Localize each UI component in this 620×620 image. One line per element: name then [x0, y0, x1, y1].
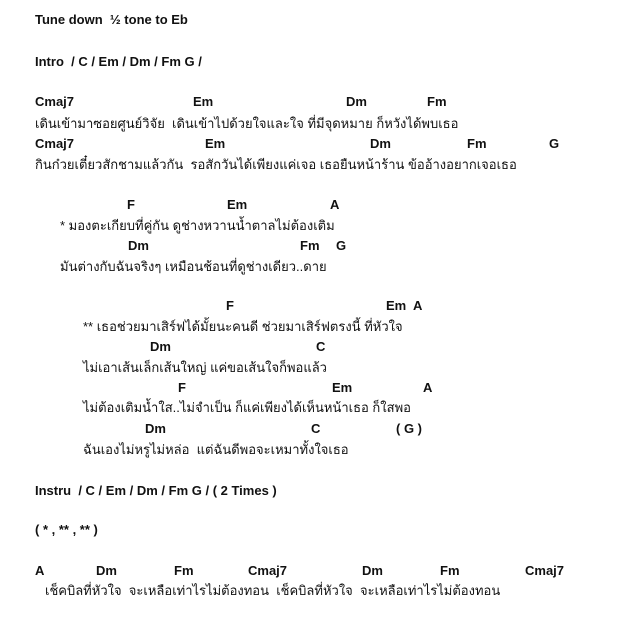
chord: Cmaj7 — [525, 563, 565, 578]
chord: Cmaj7 — [35, 94, 75, 109]
chord: G — [336, 238, 347, 253]
chord: A — [330, 197, 340, 212]
instru-line: Instru / C / Em / Dm / Fm G / ( 2 Times ) — [35, 483, 277, 498]
lyric-line: * มองตะเกียบที่คู่กัน ดูช่างหวานน้ำตาลไม่ต้องเติม — [60, 218, 335, 233]
chord: Dm — [370, 136, 391, 151]
intro-line: Intro / C / Em / Dm / Fm G / — [35, 54, 202, 69]
chord: Dm — [128, 238, 149, 253]
chord: C — [311, 421, 321, 436]
chord: A — [413, 298, 423, 313]
chord: G — [549, 136, 560, 151]
chord: ( G ) — [396, 421, 422, 436]
chord: Fm — [440, 563, 460, 578]
lyric-line: ไม่เอาเส้นเล็กเส้นใหญ่ แค่ขอเส้นใจก็พอแล้ว — [83, 360, 327, 375]
lyric-line: เดินเข้ามาซอยศูนย์วิจัย เดินเข้าไปด้วยใจและใจ ที่มีจุดหมาย ก็หวังได้พบเธอ — [35, 116, 459, 131]
lyric-line: ฉันเองไม่หรูไม่หล่อ แต่ฉันดีพอจะเหมาทั้งใจเธอ — [83, 442, 349, 457]
chord: Dm — [145, 421, 166, 436]
chord: A — [423, 380, 433, 395]
chord: Cmaj7 — [248, 563, 288, 578]
chord: Em — [193, 94, 214, 109]
lyric-line: กินก๋วยเตี๋ยวสักชามแล้วกัน รอสักวันได้เพียงแค่เจอ เธอยืนหน้าร้าน ข้ออ้างอยากเจอเธอ — [35, 157, 517, 172]
chord: F — [226, 298, 234, 313]
chord: Em — [205, 136, 226, 151]
chord: Em — [227, 197, 248, 212]
chord: Dm — [362, 563, 383, 578]
chord: F — [127, 197, 135, 212]
lyric-line: ** เธอช่วยมาเสิร์ฟได้มั้ยนะคนดี ช่วยมาเสิร์ฟตรงนี้ ที่หัวใจ — [83, 319, 403, 334]
chord: Cmaj7 — [35, 136, 75, 151]
lyric-line: เช็คบิลที่หัวใจ จะเหลือเท่าไรไม่ต้องทอน เช็คบิลที่หัวใจ จะเหลือเท่าไรไม่ต้องทอน — [45, 583, 501, 598]
chord: Em — [386, 298, 407, 313]
chord: Fm — [300, 238, 320, 253]
chord: Dm — [346, 94, 367, 109]
chord: Fm — [427, 94, 447, 109]
chord: F — [178, 380, 186, 395]
lyric-line: มันต่างกับฉันจริงๆ เหมือนช้อนที่ดูช่างเดียว..ดาย — [60, 259, 327, 274]
lyric-line: ไม่ต้องเติมน้ำใส..ไม่จำเป็น ก็แค่เพียงได้เห็นหน้าเธอ ก็ใสพอ — [83, 400, 411, 415]
chord: Dm — [150, 339, 171, 354]
chord: C — [316, 339, 326, 354]
chord: A — [35, 563, 45, 578]
tuning-note: Tune down ½ tone to Eb — [35, 12, 188, 27]
repeat-line: ( * , ** , ** ) — [35, 522, 98, 537]
chord: Fm — [467, 136, 487, 151]
chord: Em — [332, 380, 353, 395]
chord: Dm — [96, 563, 117, 578]
chord: Fm — [174, 563, 194, 578]
